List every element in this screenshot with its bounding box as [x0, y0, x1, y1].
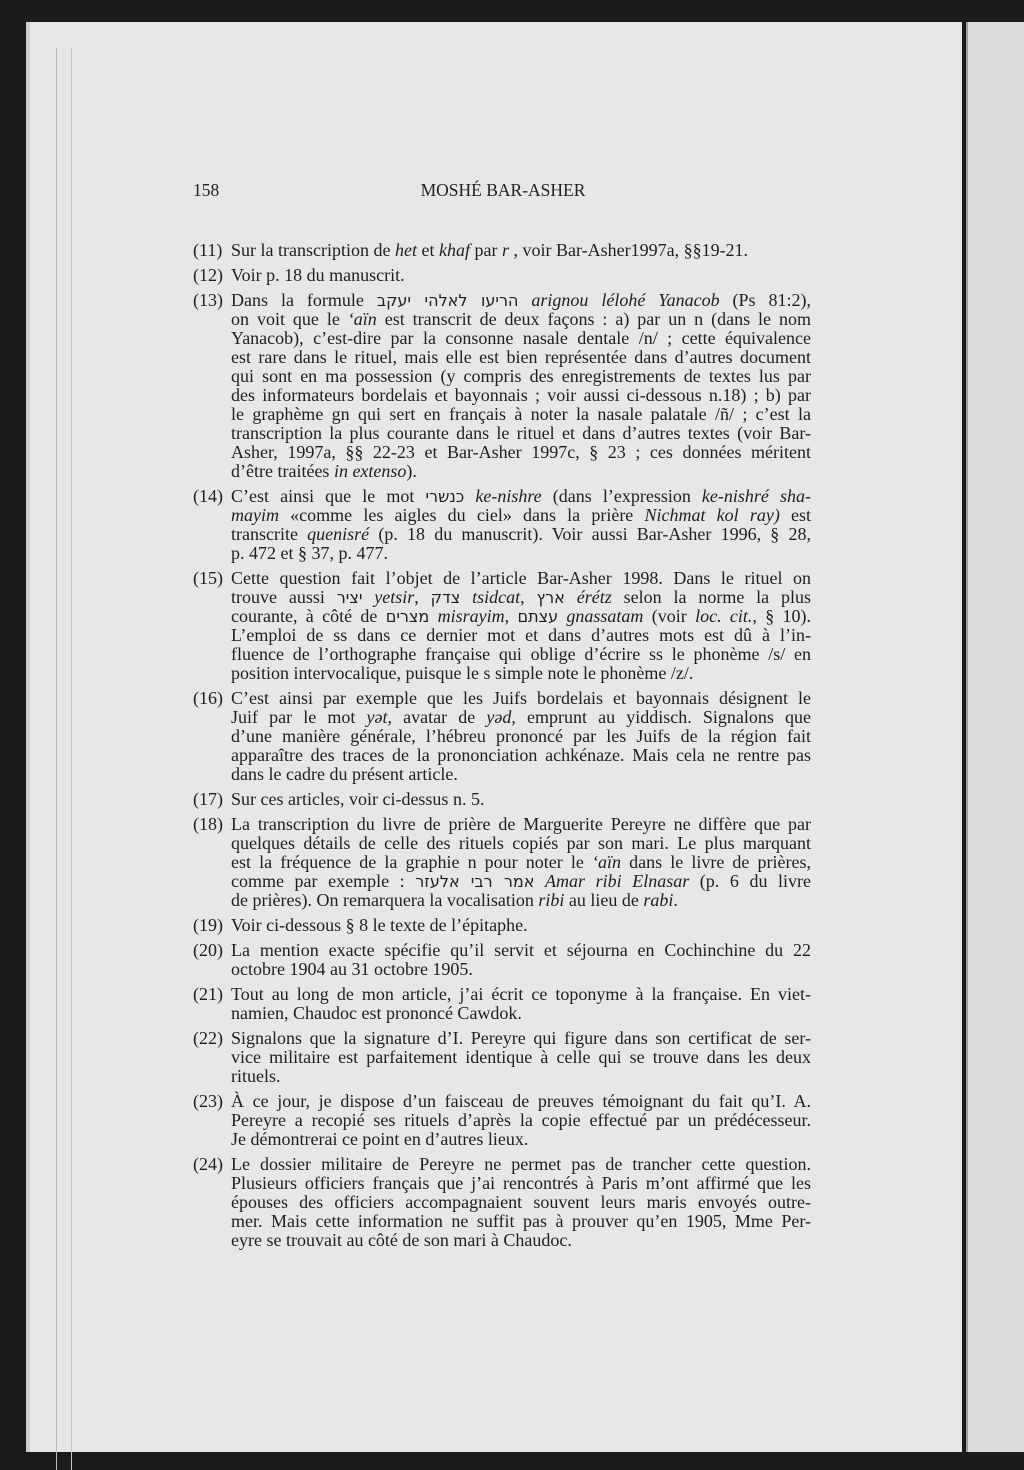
text: le graphème gn qui sert en français à noter la nasale palatale /ñ/ ; c’est la	[231, 404, 811, 424]
note-line	[231, 291, 811, 310]
text: vice militaire est parfaitement identique à celle qui se trouve dans les deux	[231, 1047, 811, 1067]
note-line	[231, 1193, 811, 1212]
text: Juif par le mot	[231, 707, 367, 727]
italic-text: mayim	[231, 505, 279, 525]
text: qui sont en ma possession (y compris des enregistrements de textes lus par	[231, 366, 811, 386]
note-line	[231, 790, 811, 809]
italic-text: het	[394, 240, 417, 260]
italic-text: yəd,	[486, 707, 516, 727]
note-number: (13)	[193, 290, 223, 310]
text: (p. 18 du manuscrit). Voir aussi Bar-Asher 1996, § 28,	[369, 524, 811, 544]
text: ,	[520, 587, 537, 607]
text: Signalons que la signature d’I. Pereyre qui figure dans son certificat de ser-	[231, 1028, 811, 1048]
hebrew-text: עצתם	[517, 607, 559, 626]
note-number: (22)	[193, 1028, 223, 1048]
text: Yanacob), c’est-dire par la consonne nasale dentale /n/ ; cette équivalence	[231, 328, 811, 348]
endnote	[193, 985, 811, 1023]
endnote	[193, 1155, 811, 1250]
text	[534, 871, 545, 891]
note-line	[231, 424, 811, 443]
text: (Ps 81:2),	[719, 290, 812, 310]
page-number: 158	[193, 180, 220, 200]
text: Sur ces articles, voir ci-dessus n. 5.	[231, 789, 485, 809]
hebrew-text: מצרים	[385, 607, 430, 626]
note-line	[231, 525, 811, 544]
endnote	[193, 487, 811, 563]
note-line	[231, 1130, 811, 1149]
running-title: MOSHÉ BAR-ASHER	[420, 180, 586, 200]
text: Tout au long de mon article, j’ai écrit ce toponyme à la française. En viet-	[231, 984, 811, 1004]
hebrew-text: יציר	[336, 588, 363, 607]
text	[460, 587, 472, 607]
text	[464, 486, 475, 506]
text: est la fréquence de la graphie n pour noter le	[231, 852, 592, 872]
note-line	[231, 348, 811, 367]
hebrew-text: אמר רבי אלעזר	[415, 872, 535, 891]
note-line	[231, 405, 811, 424]
text: , § 10).	[752, 606, 812, 626]
note-number: (21)	[193, 984, 223, 1004]
note-line	[231, 607, 811, 626]
text: par	[469, 240, 502, 260]
note-line	[231, 241, 811, 260]
italic-text: quenisré	[307, 524, 370, 544]
italic-text: ke-nishré sha-	[701, 486, 811, 506]
note-line	[231, 1004, 811, 1023]
note-number: (16)	[193, 688, 223, 708]
text: Asher, 1997a, §§ 22-23 et Bar-Asher 1997c, § 23 ; ces données méritent	[231, 442, 811, 462]
note-line	[231, 1067, 811, 1086]
italic-text: gnassatam	[566, 606, 644, 626]
note-line	[231, 1029, 811, 1048]
note-line	[231, 853, 811, 872]
note-line	[231, 544, 811, 563]
hebrew-text: ארץ	[536, 588, 565, 607]
italic-text: érétz	[576, 587, 612, 607]
text: mer. Mais cette information ne suffit pas à prouver qu’en 1905, Mme Per-	[231, 1211, 811, 1231]
note-line	[231, 386, 811, 405]
text: Cette question fait l’objet de l’article Bar-Asher 1998. Dans le rituel on	[231, 568, 811, 588]
note-number: (12)	[193, 265, 223, 285]
note-number: (14)	[193, 486, 223, 506]
note-line	[231, 329, 811, 348]
italic-text: loc. cit.	[695, 606, 753, 626]
note-line	[231, 1174, 811, 1193]
note-line	[231, 645, 811, 664]
endnote	[193, 790, 811, 809]
text: est transcrit de deux façons : a) par un n (dans le nom	[376, 309, 811, 329]
note-line	[231, 664, 811, 683]
endnote	[193, 291, 811, 481]
note-line	[231, 1231, 811, 1250]
note-line	[231, 765, 811, 784]
note-line	[231, 727, 811, 746]
text: (voir	[643, 606, 696, 626]
endnote	[193, 241, 811, 260]
text: p. 472 et § 37, p. 477.	[231, 543, 388, 563]
text: (p. 6 du livre	[689, 871, 812, 891]
note-line	[231, 310, 811, 329]
endnotes	[193, 241, 811, 1256]
hebrew-text: כנשרי	[425, 487, 465, 506]
endnote	[193, 266, 811, 285]
note-number: (11)	[193, 240, 223, 260]
facing-page-edge	[966, 22, 1024, 1452]
endnote	[193, 941, 811, 979]
italic-text: r	[501, 240, 509, 260]
text: Dans la formule	[231, 290, 377, 310]
endnote	[193, 916, 811, 935]
note-line	[231, 1111, 811, 1130]
text: Voir ci-dessous § 8 le texte de l’épitaphe.	[231, 915, 528, 935]
note-line	[231, 1212, 811, 1231]
text: et	[416, 240, 439, 260]
text: est rare dans le rituel, mais elle est bien représentée dans d’autres document	[231, 347, 811, 367]
text: ,	[414, 587, 431, 607]
italic-text: tsidcat	[472, 587, 521, 607]
text: Voir p. 18 du manuscrit.	[231, 265, 405, 285]
italic-text: Nichmat kol ray)	[644, 505, 780, 525]
note-line	[231, 746, 811, 765]
note-line	[231, 588, 811, 607]
text: La transcription du livre de prière de Marguerite Pereyre ne diffère que par	[231, 814, 811, 834]
text: est	[779, 505, 811, 525]
text: trouve aussi	[231, 587, 337, 607]
note-line	[231, 626, 811, 645]
note-line	[231, 708, 811, 727]
note-line	[231, 916, 811, 935]
text: La mention exacte spécifie qu’il servit et séjourna en Cochinchine du 22	[231, 940, 811, 960]
text: au lieu de	[564, 890, 644, 910]
italic-text: yetsir	[374, 587, 415, 607]
text: À ce jour, je dispose d’un faisceau de preuves témoignant du fait qu’I. A.	[231, 1091, 811, 1111]
text: dans le livre de prières,	[621, 852, 811, 872]
note-number: (20)	[193, 940, 223, 960]
note-line	[231, 569, 811, 588]
text: position intervocalique, puisque le s simple note le phonème /z/.	[231, 663, 694, 683]
text: courante, à côté de	[231, 606, 386, 626]
text: ).	[406, 461, 417, 481]
text: transcription la plus courante dans le rituel et dans d’autres textes (voir Bar-	[231, 423, 811, 443]
endnote	[193, 1092, 811, 1149]
italic-text: ‘aïn	[592, 852, 621, 872]
endnote	[193, 569, 811, 683]
italic-text: khaf	[438, 240, 470, 260]
text: L’emploi de ss dans ce dernier mot et dans d’autres mots est dû à l’in-	[231, 625, 811, 645]
italic-text: ‘aïn	[347, 309, 377, 329]
italic-text: in extenso	[333, 461, 407, 481]
note-line	[231, 815, 811, 834]
note-line	[231, 834, 811, 853]
text: , voir Bar-Asher1997a, §§19-21.	[508, 240, 749, 260]
hebrew-text: הריעו לאלהי יעקב	[376, 291, 519, 310]
note-number: (18)	[193, 814, 223, 834]
text: dans le cadre du présent article.	[231, 764, 458, 784]
italic-text: misrayim	[437, 606, 505, 626]
text: emprunt au yiddisch. Signalons que	[515, 707, 812, 727]
italic-text: ke-nishre	[475, 486, 542, 506]
text: C’est ainsi par exemple que les Juifs bordelais et bayonnais désignent le	[231, 688, 811, 708]
text: octobre 1904 au 31 octobre 1905.	[231, 959, 473, 979]
text	[518, 290, 531, 310]
text	[362, 587, 374, 607]
text: rituels.	[231, 1066, 281, 1086]
text: selon la norme la plus	[611, 587, 812, 607]
text: eyre se trouvait au côté de son mari à Chaudoc.	[231, 1230, 572, 1250]
text: d’être traitées	[231, 461, 334, 481]
note-line	[231, 985, 811, 1004]
hebrew-text: צדק	[430, 588, 461, 607]
text: Je démontrerai ce point en d’autres lieux.	[231, 1129, 529, 1149]
text: transcrite	[231, 524, 308, 544]
text: Plusieurs officiers français que j’ai rencontrés à Paris m’ont affirmé que les	[231, 1173, 811, 1193]
text: on voit que le	[231, 309, 348, 329]
note-line	[231, 1155, 811, 1174]
text: de prières). On remarquera la vocalisation	[231, 890, 539, 910]
note-line	[231, 960, 811, 979]
text: C’est ainsi que le mot	[231, 486, 426, 506]
text: fluence de l’orthographe française qui oblige d’écrire ss le phonème /s/ en	[231, 644, 811, 664]
note-number: (23)	[193, 1091, 223, 1111]
text: Le dossier militaire de Pereyre ne permet pas de trancher cette question.	[231, 1154, 811, 1174]
note-number: (24)	[193, 1154, 223, 1174]
italic-text: Amar ribi Elnasar	[545, 871, 690, 891]
note-line	[231, 443, 811, 462]
note-line	[231, 367, 811, 386]
note-line	[231, 487, 811, 506]
note-line	[231, 941, 811, 960]
text: .	[673, 890, 678, 910]
text	[429, 606, 437, 626]
text: «comme les aigles du ciel» dans la prière	[279, 505, 645, 525]
endnote	[193, 1029, 811, 1086]
italic-text: ribi	[538, 890, 565, 910]
text: avatar de	[392, 707, 487, 727]
page-stack-edge	[56, 48, 72, 1470]
note-number: (15)	[193, 568, 223, 588]
text: d’une manière générale, l’hébreu prononcé par les Juifs de la région fait	[231, 726, 811, 746]
text: namien, Chaudoc est prononcé Cawdok.	[231, 1003, 522, 1023]
text: apparaître des traces de la prononciation achkénaze. Mais cela ne rentre pas	[231, 745, 811, 765]
text	[565, 587, 577, 607]
endnote	[193, 815, 811, 910]
text: ,	[504, 606, 518, 626]
note-line	[231, 891, 811, 910]
text: Pereyre a recopié ses rituels d’après la copie effectué par un prédécesseur.	[231, 1110, 811, 1130]
text: des informateurs bordelais et bayonnais ; voir aussi ci-dessous n.18) ; b) par	[231, 385, 811, 405]
note-line	[231, 506, 811, 525]
text: (dans l’expression	[541, 486, 702, 506]
note-line	[231, 872, 811, 891]
text: comme par exemple :	[231, 871, 416, 891]
text: Sur la transcription de	[231, 240, 395, 260]
note-line	[231, 266, 811, 285]
note-number: (17)	[193, 789, 223, 809]
endnote	[193, 689, 811, 784]
note-number: (19)	[193, 915, 223, 935]
italic-text: arignou lélohé Yanacob	[531, 290, 720, 310]
note-line	[231, 462, 811, 481]
italic-text: yət,	[366, 707, 393, 727]
note-line	[231, 689, 811, 708]
text: épouses des officiers accompagnaient souvent leurs maris envoyés outre-	[231, 1192, 811, 1212]
note-line	[231, 1048, 811, 1067]
note-line	[231, 1092, 811, 1111]
italic-text: rabi	[643, 890, 674, 910]
text: quelques détails de celle des rituels copiés par son mari. Le plus marquant	[231, 833, 811, 853]
